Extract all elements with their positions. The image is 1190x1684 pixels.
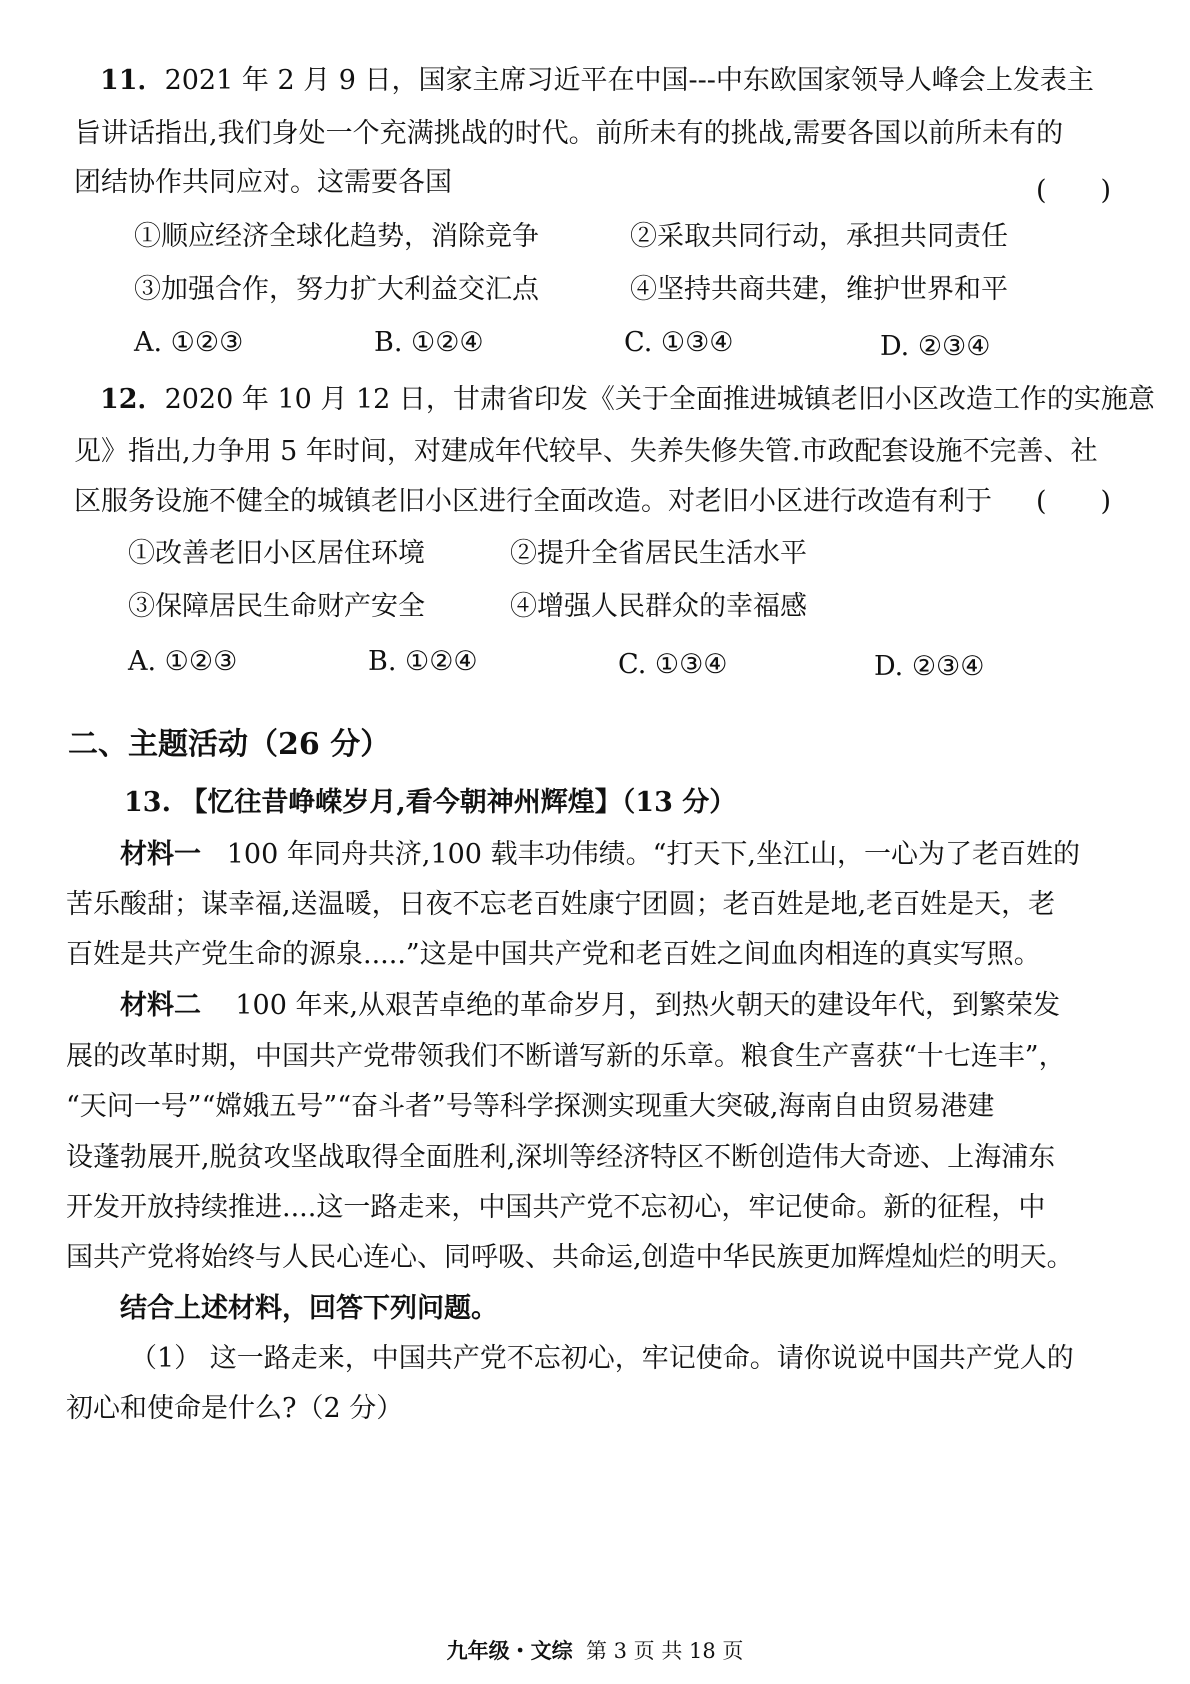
q13-material2-line3: “天问一号”“嫦娥五号”“奋斗者”号等科学探测实现重大突破,海南自由贸易港建 (66, 1091, 995, 1122)
q11-number: 11． (100, 65, 165, 96)
q13-material1-line3: 百姓是共产党生命的源泉.....”这是中国共产党和老百姓之间血肉相连的真实写照。 (66, 939, 1041, 970)
q13-material2-line1 (120, 989, 1060, 1023)
q12-option-4: ④增强人民群众的幸福感 (510, 591, 807, 622)
q12-option-2: ②提升全省居民生活水平 (510, 538, 807, 569)
q11-option-3: ③加强合作，努力扩大利益交汇点 (134, 274, 539, 305)
q13-material1-line2: 苦乐酸甜；谋幸福,送温暖，日夜不忘老百姓康宁团圆；老百姓是地,老百姓是天，老 (66, 889, 1056, 920)
q13-title: 【忆往昔峥嵘岁月,看今朝神州辉煌】（13 分） (180, 787, 737, 818)
q11-option-2: ②采取共同行动，承担共同责任 (630, 221, 1008, 252)
q13-material2-line5: 开发开放持续推进....这一路走来，中国共产党不忘初心，牢记使命。新的征程，中 (66, 1192, 1046, 1223)
footer-grade: 九年级・文综 (446, 1638, 573, 1663)
q11-option-1: ①顺应经济全球化趋势，消除竞争 (134, 221, 539, 252)
q12-choice-b: B. ①②④ (368, 646, 478, 677)
q13-sub1-line1: （1） 这一路走来，中国共产党不忘初心，牢记使命。请你说说中国共产党人的 (130, 1343, 1074, 1374)
q13-prompt: 结合上述材料，回答下列问题。 (120, 1293, 498, 1324)
material2-label: 材料二 (120, 990, 201, 1021)
material1-text-1: 100 年同舟共济,100 载丰功伟绩。“打天下,坐江山，一心为了老百姓的 (226, 839, 1080, 870)
footer-page-number: 第 3 页 共 18 页 (585, 1639, 744, 1663)
q13-heading (124, 786, 736, 820)
q11-line2: 旨讲话指出,我们身处一个充满挑战的时代。前所未有的挑战,需要各国以前所未有的 (74, 118, 1064, 149)
section-2-title: 二、主题活动（26 分） (68, 727, 391, 762)
q13-material2-line2: 展的改革时期，中国共产党带领我们不断谱写新的乐章。粮食生产喜获“十七连丰”， (66, 1041, 1066, 1072)
q12-line3: 区服务设施不健全的城镇老旧小区进行全面改造。对老旧小区进行改造有利于 (74, 486, 992, 517)
q12-choice-d: D. ②③④ (874, 651, 985, 682)
q11-answer-paren: ( ) (1036, 175, 1112, 206)
q13-number: 13. (124, 787, 171, 818)
material2-text-1: 100 年来,从艰苦卓绝的革命岁月，到热火朝天的建设年代，到繁荣发 (235, 990, 1061, 1021)
q13-material1-line1 (120, 838, 1080, 872)
q12-choice-c: C. ①③④ (618, 649, 728, 680)
q11-choice-d: D. ②③④ (880, 331, 991, 362)
q12-choice-a: A. ①②③ (128, 646, 238, 677)
q13-material2-line6: 国共产党将始终与人民心连心、同呼吸、共命运,创造中华民族更加辉煌灿烂的明天。 (66, 1242, 1074, 1273)
q12-option-3: ③保障居民生命财产安全 (128, 591, 425, 622)
q11-choice-c: C. ①③④ (624, 327, 734, 358)
q11-option-4: ④坚持共商共建，维护世界和平 (630, 274, 1008, 305)
q11-choice-b: B. ①②④ (374, 327, 484, 358)
q12-option-1: ①改善老旧小区居住环境 (128, 538, 425, 569)
q12-number: 12． (100, 384, 165, 415)
page-footer (0, 1635, 1190, 1665)
material1-label: 材料一 (120, 839, 201, 870)
q11-choice-a: A. ①②③ (134, 327, 244, 358)
q12-answer-paren: ( ) (1036, 486, 1112, 517)
q11-line1 (100, 64, 1094, 98)
q11-line3: 团结协作共同应对。这需要各国 (74, 167, 452, 198)
q11-text-1: 2021 年 2 月 9 日，国家主席习近平在中国---中东欧国家领导人峰会上发表主 (164, 65, 1094, 96)
q12-line1 (100, 383, 1155, 417)
q12-text-1: 2020 年 10 月 12 日，甘肃省印发《关于全面推进城镇老旧小区改造工作的实施意 (164, 384, 1155, 415)
q13-sub1-line2: 初心和使命是什么?（2 分） (66, 1393, 404, 1424)
q13-material2-line4: 设蓬勃展开,脱贫攻坚战取得全面胜利,深圳等经济特区不断创造伟大奇迹、上海浦东 (66, 1142, 1056, 1173)
q12-line2: 见》指出,力争用 5 年时间，对建成年代较早、失养失修失管.市政配套设施不完善、社 (74, 436, 1098, 467)
